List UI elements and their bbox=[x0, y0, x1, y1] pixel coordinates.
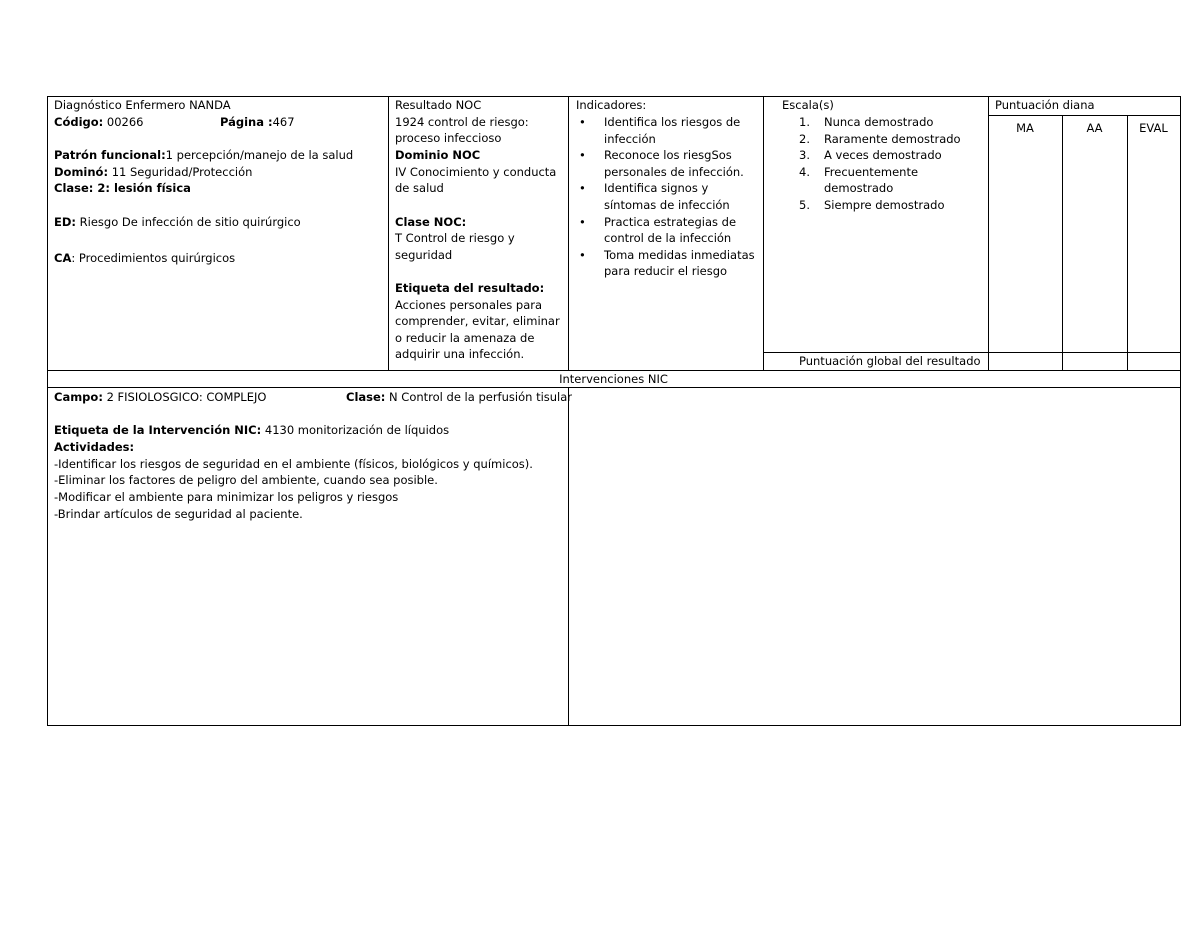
patron-label: Patrón funcional: bbox=[54, 148, 166, 162]
patron-value: 1 percepción/manejo de la salud bbox=[165, 148, 354, 162]
list-item: • Practica estrategias de control de la infección bbox=[579, 214, 737, 246]
list-item: 1. Nunca demostrado bbox=[799, 115, 934, 129]
actividad-item: -Identificar los riesgos de seguridad en el ambiente (físicos, biológicos y químicos). bbox=[54, 457, 533, 471]
bullet-icon: • bbox=[579, 214, 586, 229]
etiqueta-resultado-line: Acciones personales para bbox=[395, 298, 543, 312]
bullet-icon: • bbox=[579, 247, 586, 262]
escala-list bbox=[782, 114, 961, 214]
bullet-icon: • bbox=[579, 148, 586, 163]
codigo-row bbox=[54, 114, 144, 131]
list-item: • Identifica signos y síntomas de infección bbox=[579, 181, 730, 212]
dominio-noc-line: de salud bbox=[395, 181, 444, 195]
etiqueta-resultado-line: adquirir una infección. bbox=[395, 347, 525, 361]
pagina-value: 467 bbox=[272, 115, 295, 129]
etiqueta-nic-value: 4130 monitorización de líquidos bbox=[261, 423, 450, 437]
list-item: • Reconoce los riesgSos personales de infección. bbox=[579, 148, 744, 179]
list-item: • Identifica los riesgos de infección bbox=[579, 115, 741, 146]
bullet-icon: • bbox=[579, 115, 586, 129]
list-item: • Toma medidas inmediatas para reducir el riesgo bbox=[579, 247, 755, 279]
clase-noc-line: T Control de riesgo y bbox=[395, 231, 515, 245]
nic-header: Intervenciones NIC bbox=[559, 372, 668, 386]
nic-clase-value: N Control de la perfusión tisular bbox=[385, 390, 573, 404]
dominio-noc-line: IV Conocimiento y conducta bbox=[395, 165, 557, 179]
list-item: 3. A veces demostrado bbox=[799, 148, 942, 163]
campo-row bbox=[54, 389, 266, 406]
list-item: 4. Frecuentemente demostrado bbox=[799, 164, 919, 196]
list-item: 2. Raramente demostrado bbox=[799, 131, 961, 146]
diagnostico-header: Diagnóstico Enfermero NANDA bbox=[54, 98, 231, 112]
etiqueta-nic-label: Etiqueta de la Intervención NIC: bbox=[54, 423, 262, 437]
ed-row bbox=[54, 214, 301, 231]
col-eval: EVAL bbox=[1139, 121, 1168, 135]
clase-label: Clase: 2: lesión física bbox=[54, 181, 191, 195]
ca-label: CA bbox=[54, 251, 72, 265]
list-item: 5. Siempre demostrado bbox=[799, 197, 945, 212]
ca-value: : Procedimientos quirúrgicos bbox=[71, 251, 236, 265]
puntuacion-global-label: Puntuación global del resultado bbox=[799, 354, 981, 368]
clase-noc-label: Clase NOC: bbox=[395, 215, 467, 229]
resultado-line: proceso infeccioso bbox=[395, 131, 502, 145]
nic-clase-row bbox=[346, 389, 572, 406]
actividad-item: -Modificar el ambiente para minimizar los peligros y riesgos bbox=[54, 490, 399, 504]
ed-label: ED: bbox=[54, 215, 77, 229]
clase-noc-line: seguridad bbox=[395, 248, 453, 262]
ed-value: Riesgo De infección de sitio quirúrgico bbox=[76, 215, 301, 229]
etiqueta-nic-row bbox=[54, 422, 449, 439]
pagina-row bbox=[220, 114, 295, 131]
bullet-icon: • bbox=[579, 181, 586, 196]
nic-clase-label: Clase: bbox=[346, 390, 386, 404]
actividad-item: -Brindar artículos de seguridad al paciente. bbox=[54, 507, 303, 521]
dominio-row bbox=[54, 164, 252, 181]
dominio-value: 11 Seguridad/Protección bbox=[108, 165, 253, 179]
campo-label: Campo: bbox=[54, 390, 103, 404]
codigo-label: Código: bbox=[54, 115, 104, 129]
campo-value: 2 FISIOLOSGICO: COMPLEJO bbox=[102, 390, 267, 404]
pagina-label: Página : bbox=[220, 115, 273, 129]
actividad-item: -Eliminar los factores de peligro del ambiente, cuando sea posible. bbox=[54, 473, 438, 487]
resultado-header: Resultado NOC bbox=[395, 98, 482, 112]
actividades-label: Actividades: bbox=[54, 440, 135, 454]
etiqueta-resultado-line: o reducir la amenaza de bbox=[395, 331, 535, 345]
puntuacion-header: Puntuación diana bbox=[995, 98, 1095, 112]
etiqueta-resultado-line: comprender, evitar, eliminar bbox=[395, 314, 560, 328]
ca-row bbox=[54, 250, 235, 267]
codigo-value: 00266 bbox=[103, 115, 144, 129]
indicadores-header: Indicadores: bbox=[576, 98, 647, 112]
dominio-label: Dominó: bbox=[54, 165, 109, 179]
dominio-noc-label: Dominio NOC bbox=[395, 148, 481, 162]
resultado-line: 1924 control de riesgo: bbox=[395, 115, 529, 129]
col-ma: MA bbox=[1016, 121, 1034, 135]
etiqueta-resultado-label: Etiqueta del resultado: bbox=[395, 281, 545, 295]
col-aa: AA bbox=[1086, 121, 1103, 135]
patron-row bbox=[54, 147, 353, 164]
escala-header: Escala(s) bbox=[782, 98, 834, 112]
indicadores-list bbox=[570, 114, 755, 280]
